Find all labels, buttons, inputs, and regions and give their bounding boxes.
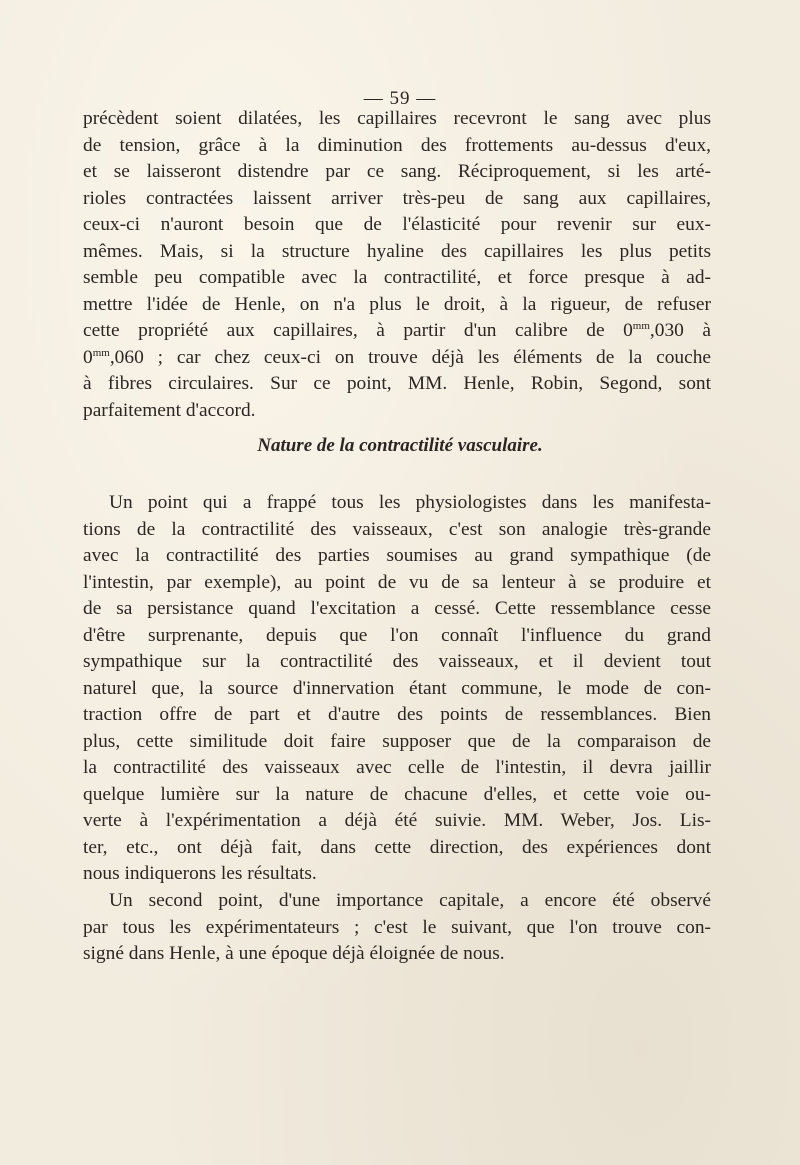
text-line: semble peu compatible avec la contractilité, et force presque à ad- bbox=[83, 267, 711, 288]
paragraph-3 bbox=[83, 888, 711, 968]
text-line: plus, cette similitude doit faire supposer que de la comparaison de bbox=[83, 730, 711, 752]
text-line: de sa persistance quand l'excitation a cessé. Cette ressemblance cesse bbox=[83, 598, 711, 619]
text-line: et se laisseront distendre par ce sang. Réciproquement, si les arté- bbox=[83, 161, 711, 182]
text-line: par tous les expérimentateurs ; c'est le suivant, que l'on trouve con- bbox=[83, 916, 711, 938]
unit-superscript: mm bbox=[92, 346, 110, 359]
text-line: Un second point, d'une importance capitale, a encore été observé bbox=[109, 890, 711, 911]
line-segment: 0 bbox=[83, 346, 93, 368]
text-line: parfaitement d'accord. bbox=[83, 399, 256, 421]
text-line-with-unit bbox=[83, 318, 711, 345]
text-line: nous indiquerons les résultats. bbox=[83, 863, 317, 884]
line-segment: cette propriété aux capillaires, à partir d'un calibre de 0 bbox=[83, 320, 633, 341]
text-line: traction offre de part et d'autre des points de ressemblances. Bien bbox=[83, 704, 711, 725]
text-line: la contractilité des vaisseaux avec celle de l'intestin, il devra jaillir bbox=[83, 757, 711, 778]
text-line: naturel que, la source d'innervation étant commune, le mode de con- bbox=[83, 677, 711, 699]
text-line: ter, etc., ont déjà fait, dans cette direction, des expériences dont bbox=[83, 836, 711, 858]
paragraph-2 bbox=[83, 490, 711, 888]
text-line: précèdent soient dilatées, les capillaires recevront le sang avec plus bbox=[83, 108, 711, 129]
section-title: Nature de la contractilité vasculaire. bbox=[257, 435, 543, 456]
line-segment: ,060 ; car chez ceux-ci on trouve déjà les éléments de la couche bbox=[109, 346, 711, 368]
text-line: verte à l'expérimentation a déjà été suivie. MM. Weber, Jos. Lis- bbox=[83, 810, 711, 831]
text-line: d'être surprenante, depuis que l'on connaît l'influence du grand bbox=[83, 624, 711, 646]
text-line: mêmes. Mais, si la structure hyaline des capillaires les plus petits bbox=[83, 240, 711, 262]
text-line: signé dans Henle, à une époque déjà éloignée de nous. bbox=[83, 943, 505, 964]
text-line: à fibres circulaires. Sur ce point, MM. Henle, Robin, Segond, sont bbox=[83, 373, 711, 394]
text-line: mettre l'idée de Henle, on n'a plus le droit, à la rigueur, de refuser bbox=[83, 293, 711, 315]
text-line: de tension, grâce à la diminution des frottements au-dessus d'eux, bbox=[83, 134, 711, 156]
text-line: quelque lumière sur la nature de chacune d'elles, et cette voie ou- bbox=[83, 783, 711, 805]
text-line: sympathique sur la contractilité des vaisseaux, et il devient tout bbox=[83, 651, 711, 672]
paragraph-1 bbox=[83, 106, 711, 424]
text-line: rioles contractées laissent arriver très-peu de sang aux capillaires, bbox=[83, 187, 711, 209]
text-line: tions de la contractilité des vaisseaux, c'est son analogie très-grande bbox=[83, 518, 711, 540]
text-line: ceux-ci n'auront besoin que de l'élasticité pour revenir sur eux- bbox=[83, 214, 711, 235]
line-segment: ,030 à bbox=[649, 320, 711, 341]
page-number: — 59 — bbox=[363, 88, 437, 109]
text-line-with-unit bbox=[83, 345, 711, 372]
text-line: avec la contractilité des parties soumises au grand sympathique (de bbox=[83, 545, 711, 566]
text-line: l'intestin, par exemple), au point de vu de sa lenteur à se produire et bbox=[83, 571, 711, 593]
text-line: Un point qui a frappé tous les physiologistes dans les manifesta- bbox=[109, 492, 711, 513]
unit-superscript: mm bbox=[632, 320, 650, 332]
